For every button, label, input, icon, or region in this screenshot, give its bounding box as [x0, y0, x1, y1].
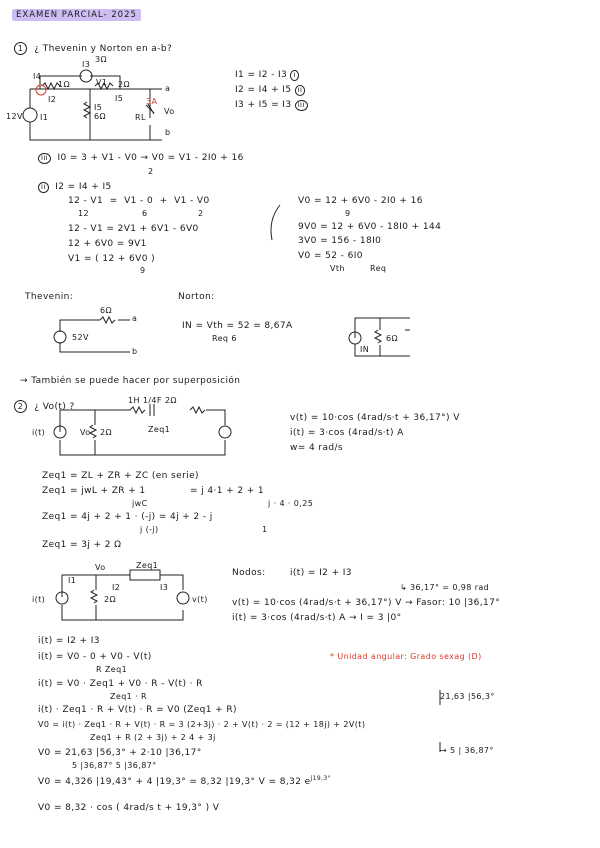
p2-zeq-line4: Zeq1 = 3j + 2 Ω [42, 540, 122, 550]
norton-current: IN [360, 345, 370, 354]
p1-eq-right-3: I3 + I5 = I3 III [235, 100, 308, 111]
c1-label-i3: I3 [82, 60, 91, 69]
p1-eq3: III I0 = 3 + V1 - V0 → V0 = V1 - 2I0 + 16 [38, 153, 244, 164]
p1-eq2-fracs: 12 - V1 = V1 - 0 + V1 - V0 [68, 196, 210, 206]
final-line1-den: 5 |36,87° 5 |36,87° [72, 761, 157, 770]
c1-label-i5: I5 [115, 94, 124, 103]
p1-vo-label-req: Req [370, 264, 387, 273]
c1-label-vo: Vo [164, 107, 175, 116]
angular-unit-warning: * Unidad angular: Grado sexag (D) [330, 652, 482, 661]
c1-label-source: 12V [6, 112, 23, 121]
nodos-equation: i(t) = I2 + I3 [290, 568, 352, 578]
exam-title: EXAMEN PARCIAL- 2025 [12, 10, 141, 20]
problem-1-number: 1 [14, 42, 27, 55]
p1-eq3-den: 2 [148, 167, 154, 176]
kcl-line3: i(t) = V0 · Zeq1 + V0 · R - V(t) · R [38, 679, 203, 689]
problem-1-question: ¿ Thevenin y Norton en a-b? [34, 44, 173, 54]
p1-eq2-den-3: 2 [198, 209, 204, 218]
norton-resistor: 6Ω [386, 334, 399, 343]
c2-current-label: i(t) [32, 428, 46, 437]
p1-eq-right-1: I1 = I2 - I3 I [235, 70, 299, 81]
p1-eq2-line1: II I2 = I4 + I5 [38, 182, 112, 193]
p2-zeq-den2: j · 4 · 0,25 [268, 499, 314, 508]
thevenin-voltage: 52V [72, 333, 89, 342]
phasor-current: i(t) = 3·cos (4rad/s·t) A → I = 3 |0° [232, 613, 402, 623]
kcl-line5-dens: Zeq1 + R (2 + 3j) + 2 4 + 3j [90, 733, 216, 742]
p2-zeq-mid: = j 4·1 + 2 + 1 [190, 486, 265, 496]
c3-i2-label: I2 [112, 583, 121, 592]
final-line1: V0 = 21,63 |56,3° + 2·10 |36,17° [38, 748, 202, 758]
p1-eq2-line3: 12 - V1 = 2V1 + 6V1 - 6V0 [68, 224, 199, 234]
p1-eq2-line5-den: 9 [140, 266, 146, 275]
final-result: V0 = 8,32 · cos ( 4rad/s t + 19,3° ) V [38, 803, 220, 813]
c1-label-r6: 6Ω [94, 112, 107, 121]
c3-zeq-label: Zeq1 [136, 561, 159, 570]
c1-label-i4: I4 [33, 72, 42, 81]
c3-vo-label: Vo [95, 563, 106, 572]
kcl-line1: i(t) = I2 + I3 [38, 636, 100, 646]
p2-zeq-line3: Zeq1 = 4j + 2 + 1 · (-j) = 4j + 2 - j [42, 512, 213, 522]
p1-vo-line2: 9V0 = 12 + 6V0 - 18I0 + 144 [298, 222, 442, 232]
p1-vo-line3: 3V0 = 156 - 18I0 [298, 236, 382, 246]
c3-it-label: i(t) [32, 595, 46, 604]
c1-label-i5b: I5 [94, 103, 103, 112]
problem-2-question: ¿ Vo(t) ? [34, 402, 75, 412]
p2-zeq-line2: Zeq1 = jwL + ZR + 1 [42, 486, 146, 496]
thevenin-heading: Thevenin: [25, 292, 74, 302]
c3-i1-label: I1 [68, 576, 77, 585]
p2-zeq-den4: 1 [262, 525, 268, 534]
p2-zeq-den3: j (-j) [140, 525, 159, 534]
p1-vo-label-vth: Vth [330, 264, 345, 273]
thevenin-node-a: a [132, 314, 138, 323]
kcl-line3-den: Zeq1 · R [110, 692, 147, 701]
thevenin-resistor: 6Ω [100, 306, 113, 315]
p2-given-v: v(t) = 10·cos (4rad/s·t + 36,17°) V [290, 413, 460, 423]
c1-label-a: a [165, 84, 171, 93]
p1-eq2-den-1: 12 [78, 209, 89, 218]
phasor-voltage: v(t) = 10·cos (4rad/s·t + 36,17°) V → Fasor: 10 |36,17° [232, 598, 501, 608]
kcl-line2-dens: R Zeq1 [96, 665, 128, 674]
p2-zeq-den1: jwC [132, 499, 148, 508]
problem-2-number: 2 [14, 400, 27, 413]
c2-zeq-label: Zeq1 [148, 425, 171, 434]
side-result-bottom: → 5 | 36,87° [440, 746, 494, 755]
c1-label-i2: I2 [48, 95, 57, 104]
p1-eq-right-2: I2 = I4 + I5 II [235, 85, 305, 96]
norton-heading: Norton: [178, 292, 215, 302]
p1-vo-line1: V0 = 12 + 6V0 - 2I0 + 16 [298, 196, 423, 206]
side-result-top: 21,63 |56,3° [440, 692, 495, 701]
p2-given-i: i(t) = 3·cos (4rad/s·t) A [290, 428, 404, 438]
norton-equation: IN = Vth = 52 = 8,67A [182, 321, 293, 331]
c1-label-i1: I1 [40, 113, 49, 122]
final-line2: V0 = 4,326 |19,43° + 4 |19,3° = 8,32 |19,3° V = 8,32 $e^{j19,3^\circ}$ [38, 775, 331, 787]
p2-given-w: w= 4 rad/s [290, 443, 343, 453]
c2-r-label: 2Ω [100, 428, 113, 437]
c1-label-rl: RL [135, 113, 146, 122]
p1-eq2-line5: V1 = ( 12 + 6V0 ) [68, 254, 156, 264]
c1-label-r1: 1Ω [58, 80, 71, 89]
nodos-label: Nodos: [232, 568, 266, 578]
kcl-line4: i(t) · Zeq1 · R + V(t) · R = V0 (Zeq1 + R) [38, 705, 237, 715]
thevenin-node-b: b [132, 347, 138, 356]
c3-r-label: 2Ω [104, 595, 117, 604]
c3-i3-label: I3 [160, 583, 169, 592]
problem-2-header [14, 400, 75, 413]
superposition-note: → También se puede hacer por superposición [20, 376, 241, 386]
kcl-line5: V0 = i(t) · Zeq1 · R + V(t) · R = 3 (2+3j) · 2 + V(t) · 2 = (12 + 18j) + 2V(t) [38, 720, 366, 729]
kcl-line2: i(t) = V0 - 0 + V0 - V(t) [38, 652, 152, 662]
c1-label-v1: V1 [96, 78, 108, 87]
c1-label-r2: 2Ω [118, 80, 131, 89]
c1-label-r3: 3Ω [95, 55, 108, 64]
c2-top-labels: 1H 1/4F 2Ω [128, 396, 177, 405]
p1-eq2-den-2: 6 [142, 209, 148, 218]
p1-vo-den: 9 [345, 209, 351, 218]
phasor-note: ↳ 36,17° = 0,98 rad [400, 583, 490, 592]
p1-vo-line4: V0 = 52 - 6I0 [298, 251, 363, 261]
c3-vt-label: v(t) [192, 595, 208, 604]
p1-eq2-line4: 12 + 6V0 = 9V1 [68, 239, 147, 249]
c2-vo-label: Vo [80, 428, 91, 437]
p2-zeq-line1: Zeq1 = ZL + ZR + ZC (en serie) [42, 471, 199, 481]
norton-equation-den: Req 6 [212, 334, 237, 343]
c1-label-cur: 3A [146, 97, 158, 106]
c1-label-b: b [165, 128, 171, 137]
